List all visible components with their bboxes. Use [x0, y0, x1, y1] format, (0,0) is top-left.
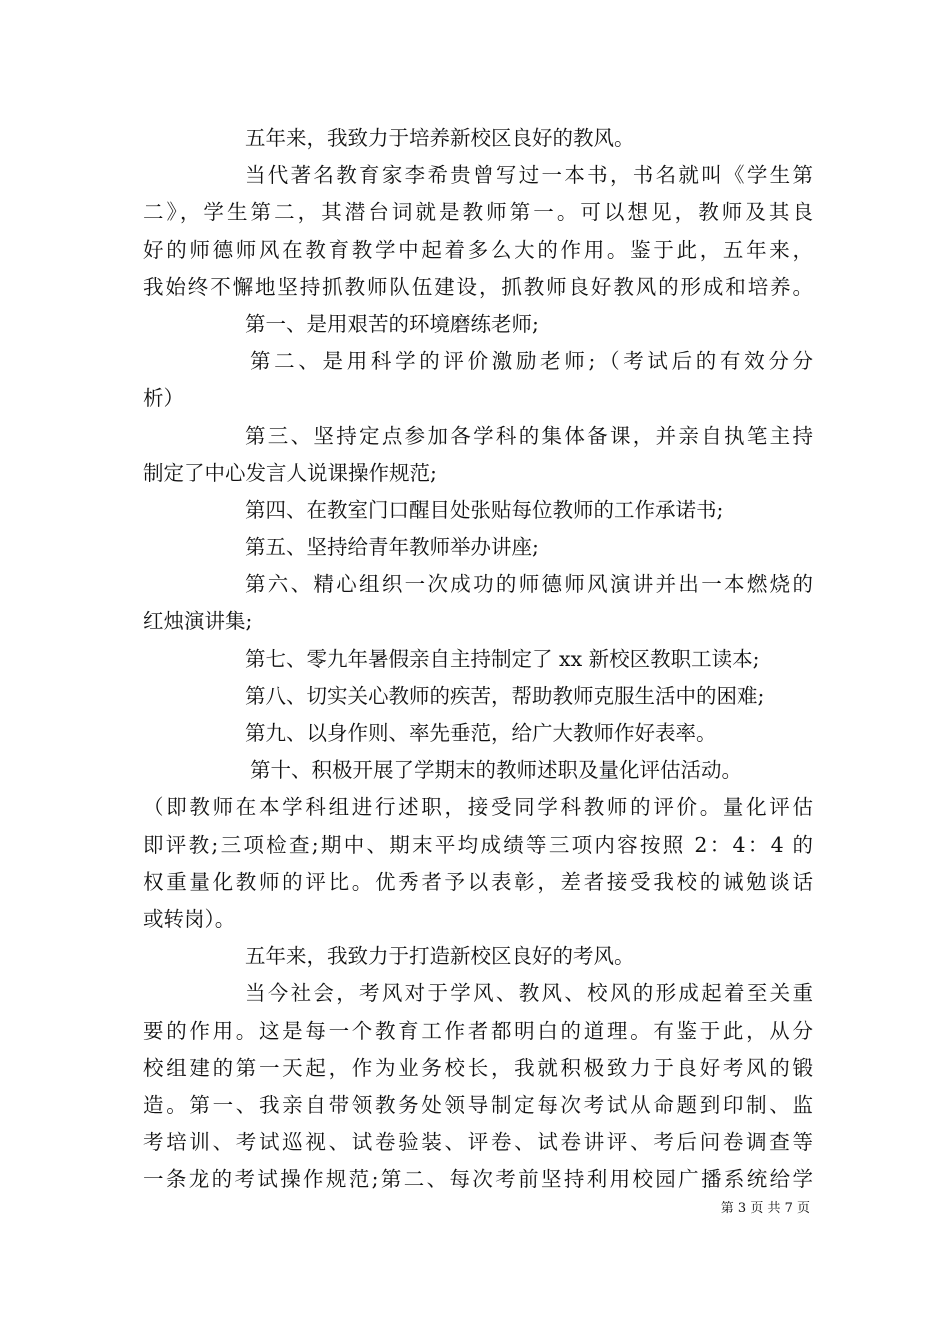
- page-number-footer: 第 3 页 共 7 页: [720, 1201, 810, 1216]
- paragraph-line: 第四、在教室门口醒目处张贴每位教师的工作承诺书;: [245, 497, 724, 522]
- paragraph-line: 校组建的第一天起，作为业务校长，我就积极致力于良好考风的锻: [143, 1055, 813, 1080]
- paragraph-line: 考培训、考试巡视、试卷验装、评卷、试卷讲评、考后问卷调查等: [143, 1130, 813, 1155]
- paragraph-line: 权重量化教师的评比。优秀者予以表彰，差者接受我校的诫勉谈话: [143, 869, 813, 894]
- paragraph-line: 制定了中心发言人说课操作规范;: [143, 460, 437, 485]
- paragraph-line: 或转岗）。: [143, 906, 236, 931]
- paragraph-line: 五年来，我致力于培养新校区良好的教风。: [245, 126, 635, 150]
- paragraph-line: 要的作用。这是每一个教育工作者都明白的道理。有鉴于此，从分: [143, 1018, 813, 1043]
- paragraph-line: 造。第一、我亲自带领教务处领导制定每次考试从命题到印制、监: [143, 1092, 813, 1117]
- paragraph-line: 五年来，我致力于打造新校区良好的考风。: [245, 944, 635, 969]
- paragraph-line: 第五、坚持给青年教师举办讲座;: [245, 535, 539, 560]
- paragraph-line: 一条龙的考试操作规范;第二、每次考前坚持利用校园广播系统给学: [143, 1167, 813, 1192]
- paragraph-line: 第九、以身作则、率先垂范，给广大教师作好表率。: [245, 721, 717, 745]
- paragraph-line: 第六、精心组织一次成功的师德师风演讲并出一本燃烧的: [245, 572, 813, 597]
- paragraph-line: 第七、零九年暑假亲自主持制定了 xx 新校区教职工读本;: [245, 646, 760, 671]
- paragraph-line: 当今社会，考风对于学风、教风、校风的形成起着至关重: [245, 981, 813, 1006]
- paragraph-line: （即教师在本学科组进行述职，接受同学科教师的评价。量化评估: [143, 795, 813, 820]
- paragraph-line: 我始终不懈地坚持抓教师队伍建设，抓教师良好教风的形成和培养。: [143, 274, 813, 299]
- paragraph-line: 即评教;三项检查;期中、期末平均成绩等三项内容按照 2：4：4 的: [143, 832, 813, 857]
- paragraph-line: 第二、是用科学的评价激励老师;（考试后的有效分分: [250, 349, 813, 374]
- paragraph-line: 当代著名教育家李希贵曾写过一本书，书名就叫《学生第: [245, 163, 813, 188]
- paragraph-line: 二》，学生第二，其潜台词就是教师第一。可以想见，教师及其良: [143, 200, 813, 225]
- paragraph-line: 第十、积极开展了学期末的教师述职及量化评估活动。: [250, 758, 742, 783]
- paragraph-line: 好的师德师风在教育教学中起着多么大的作用。鉴于此，五年来，: [143, 237, 813, 262]
- document-body: [143, 120, 813, 1198]
- paragraph-line: 第三、坚持定点参加各学科的集体备课，并亲自执笔主持: [245, 423, 813, 448]
- paragraph-line: 析）: [143, 386, 184, 411]
- paragraph-line: 红烛演讲集;: [143, 609, 253, 634]
- paragraph-line: 第一、是用艰苦的环境磨练老师;: [245, 311, 539, 336]
- paragraph-line: 第八、切实关心教师的疾苦，帮助教师克服生活中的困难;: [245, 683, 765, 708]
